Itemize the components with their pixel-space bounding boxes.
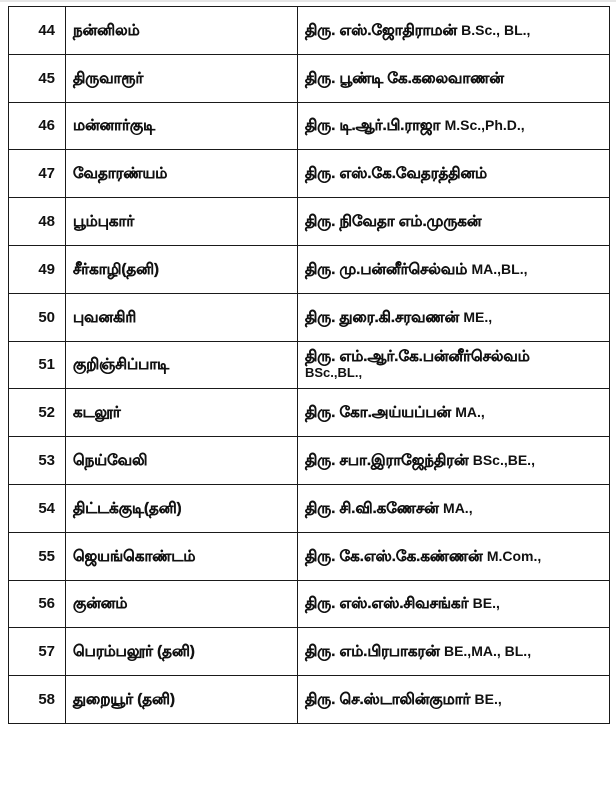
constituency-cell: நெய்வேலி — [66, 437, 298, 485]
candidate-cell — [298, 676, 610, 724]
table-row — [9, 293, 610, 341]
candidate-name: திரு. டி.ஆர்.பி.ராஜா — [305, 117, 441, 135]
constituency-cell: வேதாரண்யம் — [66, 150, 298, 198]
candidate-cell — [298, 341, 610, 389]
table-row — [9, 676, 610, 724]
candidate-name: திரு. துரை.கி.சரவணன் — [305, 308, 460, 326]
table-row — [9, 484, 610, 532]
row-number: 47 — [9, 150, 66, 198]
candidate-degree: M.Sc.,Ph.D., — [444, 117, 525, 134]
row-number: 56 — [9, 580, 66, 628]
candidate-name: திரு. எஸ்.ஜோதிராமன் — [305, 21, 457, 39]
constituency-cell: பெரம்பலூர் (தனி) — [66, 628, 298, 676]
constituency-cell: புவனகிரி — [66, 293, 298, 341]
candidate-name: திரு. கே.எஸ்.கே.கண்ணன் — [305, 547, 483, 565]
table-row — [9, 437, 610, 485]
candidate-cell — [298, 389, 610, 437]
candidate-degree: MA., — [455, 404, 485, 421]
constituency-cell: குன்னம் — [66, 580, 298, 628]
candidate-cell — [298, 7, 610, 55]
candidate-degree: BE., — [472, 595, 500, 612]
candidate-cell — [298, 293, 610, 341]
row-number: 54 — [9, 484, 66, 532]
table-row — [9, 7, 610, 55]
candidate-cell — [298, 54, 610, 102]
table-row — [9, 102, 610, 150]
candidate-cell — [298, 484, 610, 532]
candidate-name: திரு. எஸ்.எஸ்.சிவசங்கர் — [305, 595, 469, 613]
constituency-cell: ஜெயங்கொண்டம் — [66, 532, 298, 580]
candidate-cell — [298, 580, 610, 628]
candidate-name: திரு. எம்.ஆர்.கே.பன்னீர்செல்வம் — [305, 348, 530, 366]
candidate-degree: ME., — [463, 308, 493, 325]
candidate-cell — [298, 102, 610, 150]
candidate-name: திரு. எம்.பிரபாகரன் — [305, 643, 440, 661]
candidate-cell — [298, 437, 610, 485]
candidate-cell — [298, 198, 610, 246]
constituency-cell: துறையூர் (தனி) — [66, 676, 298, 724]
candidate-cell — [298, 628, 610, 676]
row-number: 55 — [9, 532, 66, 580]
candidate-cell — [298, 245, 610, 293]
row-number: 45 — [9, 54, 66, 102]
candidate-degree: BE.,MA., BL., — [443, 643, 532, 660]
candidate-degree: B.Sc., BL., — [461, 21, 531, 38]
candidate-name: திரு. நிவேதா எம்.முருகன் — [305, 213, 482, 231]
table-row — [9, 150, 610, 198]
table-row — [9, 389, 610, 437]
table-row — [9, 198, 610, 246]
row-number: 57 — [9, 628, 66, 676]
row-number: 48 — [9, 198, 66, 246]
candidate-degree: MA.,BL., — [471, 260, 528, 277]
table-row — [9, 54, 610, 102]
candidate-degree: BSc.,BE., — [472, 452, 535, 469]
row-number: 51 — [9, 341, 66, 389]
constituency-cell: சீர்காழி(தனி) — [66, 245, 298, 293]
candidate-name: திரு. மு.பன்னீர்செல்வம் — [305, 260, 468, 278]
constituency-cell: குறிஞ்சிப்பாடி — [66, 341, 298, 389]
constituency-cell: திருவாரூர் — [66, 54, 298, 102]
page-top-edge — [0, 0, 616, 2]
table-row — [9, 245, 610, 293]
candidate-degree: M.Com., — [486, 547, 542, 564]
candidate-name: திரு. கோ.அய்யப்பன் — [305, 404, 452, 422]
table-row — [9, 341, 610, 389]
candidate-name: திரு. செ.ஸ்டாலின்குமார் — [305, 691, 471, 709]
candidate-degree: BE., — [474, 691, 502, 708]
candidate-cell — [298, 150, 610, 198]
candidate-name: திரு. எஸ்.கே.வேதரத்தினம் — [305, 165, 488, 183]
row-number: 44 — [9, 7, 66, 55]
candidate-name: திரு. சபா.இராஜேந்திரன் — [305, 452, 469, 470]
constituency-cell: கடலூர் — [66, 389, 298, 437]
candidate-name: திரு. சி.வி.கணேசன் — [305, 499, 439, 517]
table-row — [9, 628, 610, 676]
candidate-table — [8, 6, 610, 724]
row-number: 58 — [9, 676, 66, 724]
constituency-cell: நன்னிலம் — [66, 7, 298, 55]
row-number: 50 — [9, 293, 66, 341]
table-row — [9, 580, 610, 628]
constituency-cell: திட்டக்குடி(தனி) — [66, 484, 298, 532]
candidate-cell — [298, 532, 610, 580]
candidate-degree: MA., — [443, 499, 473, 516]
constituency-cell: பூம்புகார் — [66, 198, 298, 246]
row-number: 49 — [9, 245, 66, 293]
candidate-name: திரு. பூண்டி கே.கலைவாணன் — [305, 69, 504, 87]
candidate-degree: BSc.,BL., — [305, 365, 363, 381]
table-row — [9, 532, 610, 580]
constituency-cell: மன்னார்குடி — [66, 102, 298, 150]
row-number: 53 — [9, 437, 66, 485]
row-number: 46 — [9, 102, 66, 150]
row-number: 52 — [9, 389, 66, 437]
